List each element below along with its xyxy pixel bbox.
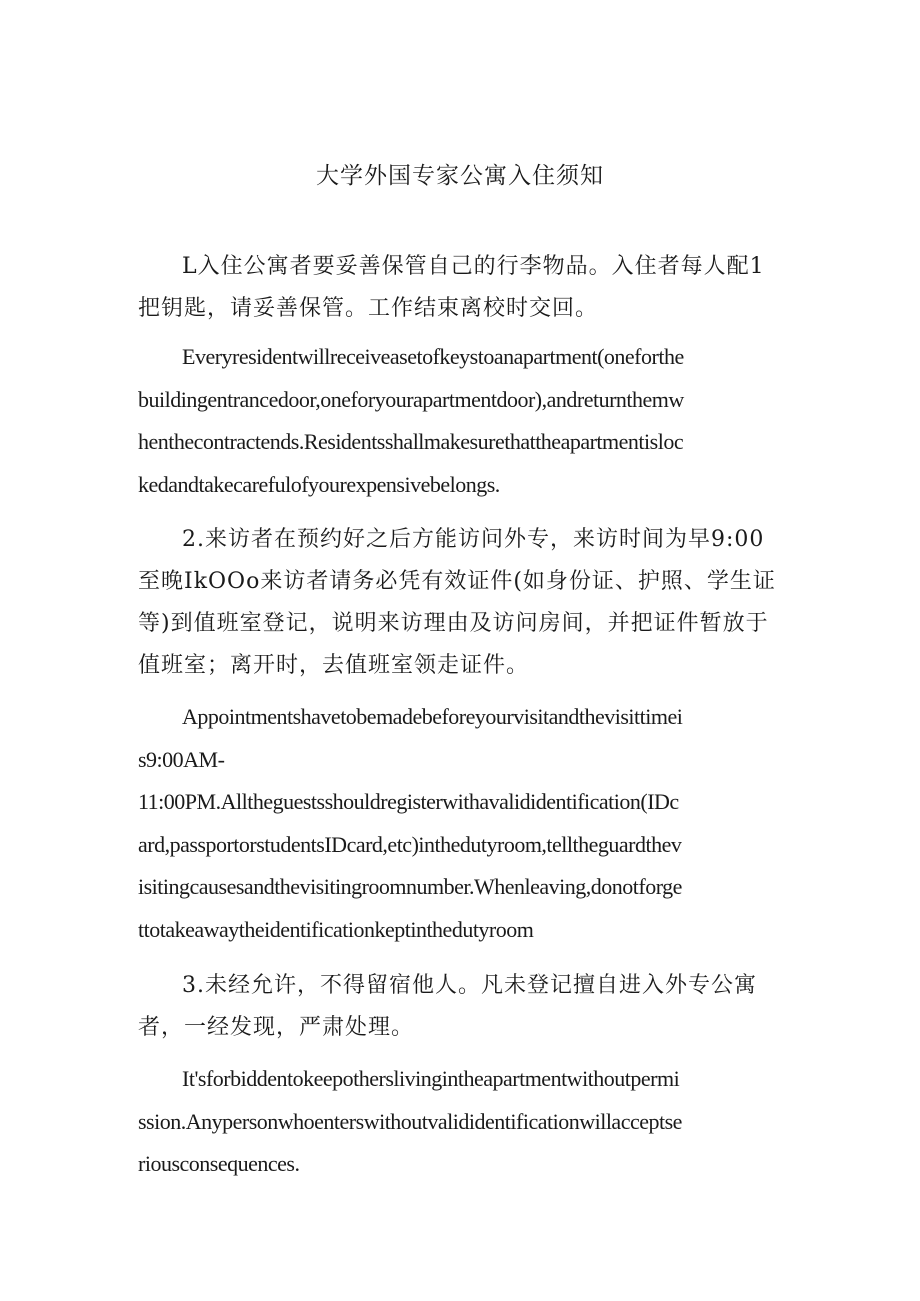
- text-line: 者，一经发现，严肃处理。: [138, 1015, 415, 1040]
- text-line: isitingcausesandthevisitingroomnumber.Whenleaving,donotforge: [138, 874, 682, 899]
- text-line: 2.来访者在预约好之后方能访问外专，来访时间为早9:00: [182, 527, 765, 552]
- text-line: 等)到值班室登记，说明来访理由及访问房间，并把证件暂放于: [138, 611, 769, 636]
- text-line: riousconsequences.: [138, 1151, 300, 1176]
- section-2-chinese: [138, 519, 786, 687]
- text-line: Everyresidentwillreceiveasetofkeystoanapartment(oneforthe: [182, 344, 684, 369]
- text-line: 把钥匙，请妥善保管。工作结束离校时交回。: [138, 296, 599, 321]
- text-line: Appointmentshavetobemadebeforeyourvisitandthevisittimei: [182, 704, 683, 729]
- section-1-chinese: [138, 246, 786, 330]
- text-line: 3.未经允许，不得留宿他人。凡未登记擅自进入外专公寓: [182, 973, 757, 998]
- text-line: 11:00PM.Alltheguestsshouldregisterwithavalididentification(IDc: [138, 789, 679, 814]
- section-3-chinese: [138, 965, 786, 1049]
- text-line: It'sforbiddentokeepotherslivingintheapartmentwithoutpermi: [182, 1066, 680, 1091]
- section-3-english: [138, 1058, 786, 1186]
- text-line: 至晚IkOOo来访者请务必凭有效证件(如身份证、护照、学生证: [138, 569, 776, 594]
- text-line: ard,passportorstudentsIDcard,etc)inthedutyroom,telltheguardthev: [138, 831, 682, 857]
- section-1-english: [138, 336, 786, 506]
- text-line: L入住公寓者要妥善保管自己的行李物品。入住者每人配1: [182, 254, 765, 279]
- document-title: 大学外国专家公寓入住须知: [316, 163, 604, 189]
- text-line: ttotakeawaytheidentificationkeptinthedutyroom: [138, 916, 534, 942]
- text-line: ssion.Anypersonwhoenterswithoutvalididentificationwillacceptse: [138, 1108, 682, 1134]
- text-line: buildingentrancedoor,oneforyourapartmentdoor),andreturnthemw: [138, 386, 684, 412]
- text-line: kedandtakecarefulofyourexpensivebelongs.: [138, 471, 500, 497]
- text-line: henthecontractends.Residentsshallmakesurethattheapartmentisloc: [138, 429, 684, 454]
- section-2-english: [138, 696, 786, 951]
- text-line: 值班室；离开时，去值班室领走证件。: [138, 653, 530, 678]
- text-line: s9:00AM-: [138, 746, 225, 772]
